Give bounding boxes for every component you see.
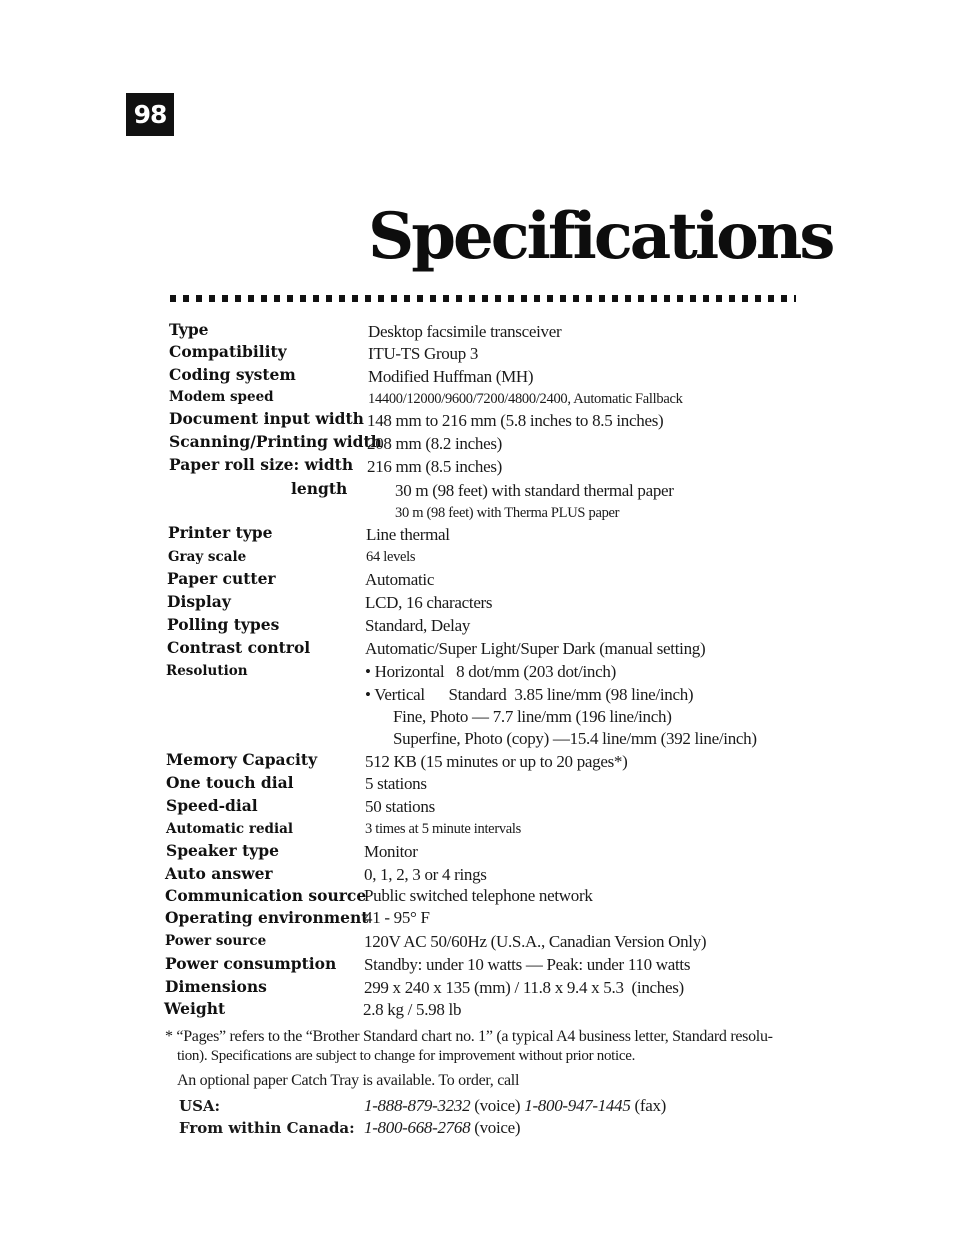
footnote-notice: tion). Specifications are subject to change for improvement without prior notice. (177, 1048, 636, 1064)
spec-label-paper-roll-length: length (291, 479, 348, 498)
spec-label-modem-speed: Modem speed (169, 389, 274, 405)
spec-value-power-source: 120V AC 50/60Hz (U.S.A., Canadian Version Only) (364, 932, 707, 951)
spec-label-paper-roll-width: Paper roll size: width (169, 455, 354, 474)
spec-label-resolution: Resolution (166, 663, 248, 679)
spec-value-coding-system: Modified Huffman (MH) (368, 367, 534, 386)
spec-label-power-consumption: Power consumption (165, 954, 337, 973)
spec-value-weight: 2.8 kg / 5.98 lb (363, 1000, 462, 1019)
usa-voice-label: (voice) (474, 1096, 521, 1115)
spec-label-scanning-width: Scanning/Printing width (169, 432, 382, 451)
spec-label-contrast-control: Contrast control (167, 638, 311, 657)
spec-value-memory-capacity: 512 KB (15 minutes or up to 20 pages*) (365, 752, 628, 771)
spec-value-resolution-horizontal: • Horizontal 8 dot/mm (203 dot/inch) (365, 662, 616, 681)
spec-label-compatibility: Compatibility (169, 342, 287, 361)
spec-label-one-touch-dial: One touch dial (166, 773, 294, 792)
page-number-badge: 98 (126, 93, 174, 136)
spec-value-auto-answer: 0, 1, 2, 3 or 4 rings (364, 865, 487, 884)
spec-value-speed-dial: 50 stations (365, 797, 435, 816)
spec-label-type: Type (169, 320, 209, 339)
spec-label-automatic-redial: Automatic redial (166, 821, 293, 837)
spec-label-memory-capacity: Memory Capacity (166, 750, 318, 769)
spec-value-communication-source: Public switched telephone network (364, 886, 593, 905)
contact-value-canada (364, 1118, 520, 1138)
spec-value-speaker-type: Monitor (364, 842, 418, 861)
usa-fax-number: 1-800-947-1445 (524, 1096, 631, 1115)
spec-value-automatic-redial: 3 times at 5 minute intervals (365, 821, 522, 837)
contact-label-usa: USA: (179, 1097, 221, 1115)
spec-value-paper-roll-length-therma: 30 m (98 feet) with Therma PLUS paper (395, 505, 620, 521)
spec-label-power-source: Power source (165, 933, 267, 949)
canada-voice-label: (voice) (474, 1118, 521, 1137)
spec-value-display: LCD, 16 characters (365, 593, 493, 612)
spec-value-resolution-fine: Fine, Photo — 7.7 line/mm (196 line/inch) (393, 707, 672, 726)
spec-label-auto-answer: Auto answer (165, 864, 273, 883)
spec-label-speed-dial: Speed-dial (166, 796, 258, 815)
spec-label-weight: Weight (164, 999, 226, 1018)
canada-voice-number: 1-800-668-2768 (364, 1118, 471, 1137)
spec-value-polling-types: Standard, Delay (365, 616, 471, 635)
spec-value-resolution-vertical: • Vertical Standard 3.85 line/mm (98 line/inch) (365, 685, 694, 704)
usa-voice-number: 1-888-879-3232 (364, 1096, 471, 1115)
spec-label-gray-scale: Gray scale (168, 549, 247, 565)
spec-value-one-touch-dial: 5 stations (365, 774, 427, 793)
spec-value-printer-type: Line thermal (366, 525, 450, 544)
contact-value-usa (364, 1096, 666, 1116)
spec-label-dimensions: Dimensions (165, 977, 267, 996)
spec-label-paper-cutter: Paper cutter (167, 569, 276, 588)
spec-value-paper-cutter: Automatic (365, 570, 435, 589)
spec-label-operating-environment: Operating environment (165, 908, 369, 927)
spec-value-power-consumption: Standby: under 10 watts — Peak: under 110 watts (364, 955, 691, 974)
spec-label-coding-system: Coding system (169, 365, 296, 384)
spec-label-document-input-width: Document input width (169, 409, 364, 428)
spec-label-speaker-type: Speaker type (166, 841, 279, 860)
spec-label-communication-source: Communication source (165, 886, 367, 905)
spec-value-type: Desktop facsimile transceiver (368, 322, 562, 341)
spec-value-contrast-control: Automatic/Super Light/Super Dark (manual setting) (365, 639, 706, 658)
spec-value-gray-scale: 64 levels (366, 549, 416, 565)
spec-value-paper-roll-length: 30 m (98 feet) with standard thermal paper (395, 481, 674, 500)
spec-value-modem-speed: 14400/12000/9600/7200/4800/2400, Automatic Fallback (368, 391, 683, 407)
spec-label-polling-types: Polling types (167, 615, 280, 634)
spec-value-dimensions: 299 x 240 x 135 (mm) / 11.8 x 9.4 x 5.3 (inches) (364, 978, 684, 997)
page-title: Specifications (368, 199, 833, 274)
spec-value-compatibility: ITU-TS Group 3 (368, 344, 479, 363)
spec-value-operating-environment: 41 - 95° F (364, 908, 430, 927)
footnote-pages: * “Pages” refers to the “Brother Standard chart no. 1” (a typical A4 business letter, Standard resolu- (165, 1028, 773, 1045)
spec-value-document-input-width: 148 mm to 216 mm (5.8 inches to 8.5 inches) (367, 411, 664, 430)
spec-label-display: Display (167, 592, 231, 611)
footnote-catch-tray: An optional paper Catch Tray is available. To order, call (177, 1072, 520, 1089)
usa-fax-label: (fax) (634, 1096, 667, 1115)
spec-label-printer-type: Printer type (168, 523, 273, 542)
contact-label-canada: From within Canada: (179, 1119, 355, 1137)
spec-value-paper-roll-width: 216 mm (8.5 inches) (367, 457, 502, 476)
spec-value-resolution-superfine: Superfine, Photo (copy) —15.4 line/mm (392 line/inch) (393, 729, 757, 748)
dotted-divider (170, 295, 796, 302)
spec-value-scanning-width: 208 mm (8.2 inches) (367, 434, 502, 453)
